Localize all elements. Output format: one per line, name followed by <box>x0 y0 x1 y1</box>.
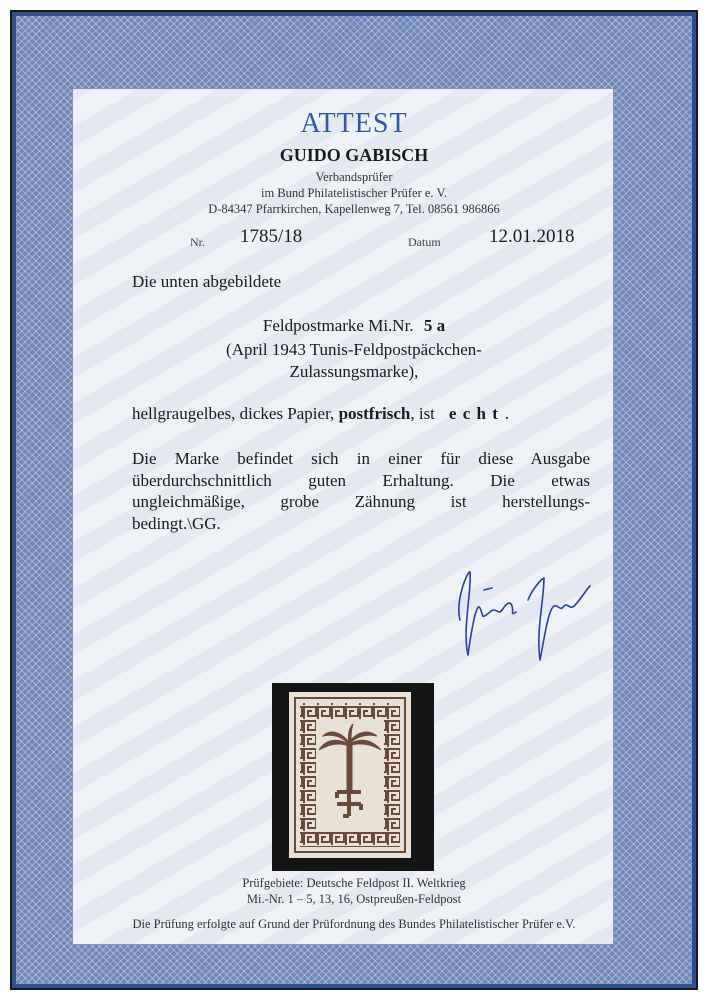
stamp-image <box>289 692 411 858</box>
condition-mid: , ist <box>410 404 435 423</box>
item-line <box>0 316 708 336</box>
verdict-end: . <box>504 404 510 423</box>
examiner-name: GUIDO GABISCH <box>279 145 429 165</box>
description-paragraph <box>132 448 590 534</box>
paragraph-line: überdurchschnittlich guten Erhaltung. Die etwas <box>132 470 590 490</box>
paragraph-line: ungleichmäßige, grobe Zähnung ist herstellungs- <box>132 492 590 511</box>
verdict: e c h t <box>448 404 499 423</box>
paragraph-line: bedingt.\GG. <box>132 513 221 533</box>
examiner-address: D-84347 Pfarrkirchen, Kapellenweg 7, Tel. 08561 986866 <box>208 202 500 216</box>
condition-bold: postfrisch <box>338 404 411 423</box>
footer-areas: Prüfgebiete: Deutsche Feldpost II. Weltkrieg <box>242 876 466 890</box>
intro-text: Die unten abgebildete <box>132 272 282 291</box>
nr-value: 1785/18 <box>240 226 303 247</box>
paragraph-line: Die Marke befindet sich in einer für diese Ausgabe <box>132 449 590 468</box>
item-desc-2: Zulassungsmarke), <box>289 362 419 381</box>
examiner-role: Verbandsprüfer <box>315 170 393 184</box>
item-desc-1: (April 1943 Tunis-Feldpostpäckchen- <box>226 340 482 359</box>
certificate-title: ATTEST <box>300 108 408 139</box>
item-number: 5 a <box>423 316 446 335</box>
condition-line <box>132 404 509 424</box>
condition-prefix: hellgraugelbes, dickes Papier, <box>132 404 335 423</box>
footer-numbers: Mi.-Nr. 1 – 5, 13, 16, Ostpreußen-Feldpost <box>246 892 462 906</box>
nr-label: Nr. <box>190 235 205 249</box>
signature <box>440 560 620 670</box>
examiner-association: im Bund Philatelistischer Prüfer e. V. <box>261 186 447 200</box>
datum-value: 12.01.2018 <box>489 226 575 247</box>
datum-label: Datum <box>408 235 441 249</box>
footer-rules: Die Prüfung erfolgte auf Grund der Prüfordnung des Bundes Philatelistischer Prüfer e.V. <box>132 917 576 931</box>
item-prefix: Feldpostmarke Mi.Nr. <box>262 316 414 335</box>
